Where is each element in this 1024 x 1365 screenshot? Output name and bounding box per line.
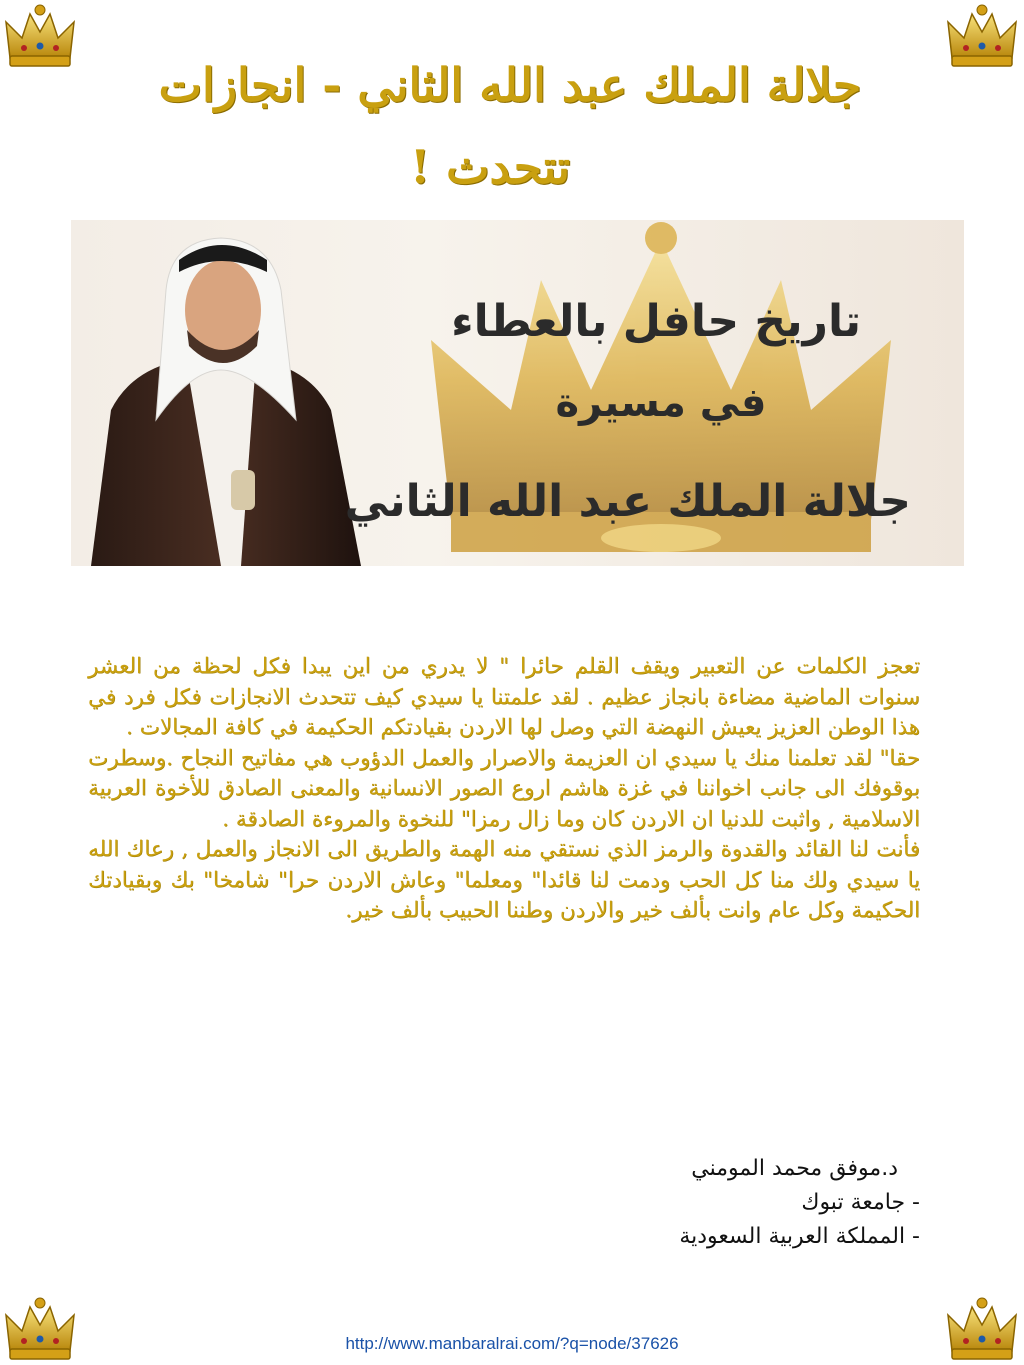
author-affiliation: - جامعة تبوك [801,1190,920,1215]
banner-subheading: في مسيرة [555,380,767,426]
source-link[interactable]: http://www.manbaralrai.com/?q=node/37626 [345,1334,679,1353]
crown-icon [942,1293,1022,1365]
author-signature [560,1152,920,1254]
paragraph: فأنت لنا القائد والقدوة والرمز الذي نستقي منه الهمة والطريق الى الانجاز والعمل , رعاك الله يا سيدي ولك منا كل الحب ودمت لنا قائدا" ومعلما" وعاش الاردن حرا" شامخا" بك وبقيادتك الحكيمة وكل عام وانت بألف خير والاردن وطننا الحبيب بألف خير. [88,837,920,923]
crown-icon [0,1293,80,1365]
paragraph: تعجز الكلمات عن التعبير ويقف القلم حائرا " لا يدري من اين يبدا فكل لحظة من العشر سنوات الماضية مضاءة بانجاز عظيم . لقد علمتنا يا سيدي كيف تتحدث الانجازات فكل فرد في هذا الوطن العزيز يعيش النهضة التي وصل لها الاردن بقيادتكم الحكيمة في كافة المجالات . [88,654,920,740]
portrait [91,238,361,566]
banner-heading: تاريخ حافل بالعطاء [451,296,861,347]
author-name: د.موفق محمد المومني [691,1156,898,1181]
banner-name: جلالة الملك عبد الله الثاني [344,476,911,527]
author-country: - المملكة العربية السعودية [679,1224,920,1249]
paragraph: حقا" لقد تعلمنا منك يا سيدي ان العزيمة والاصرار والعمل الدؤوب هي مفاتيح النجاح .وسطرت بوقوفك الى جانب اخواننا في غزة هاشم اروع الصور الانسانية والمعنى الصادق للأخوة العربية الاسلامية , واثبت للدنيا ان الاردن كان وما زال رمزا" للنخوة والمروءة الصادقة . [88,745,920,832]
article-body [88,652,920,927]
page-title: جلالة الملك عبد الله الثاني - انجازات [158,58,862,112]
crown-icon [0,0,80,72]
crown-icon [942,0,1022,72]
page-title-continued: تتحدث ! [409,140,571,194]
banner-image [71,220,964,566]
